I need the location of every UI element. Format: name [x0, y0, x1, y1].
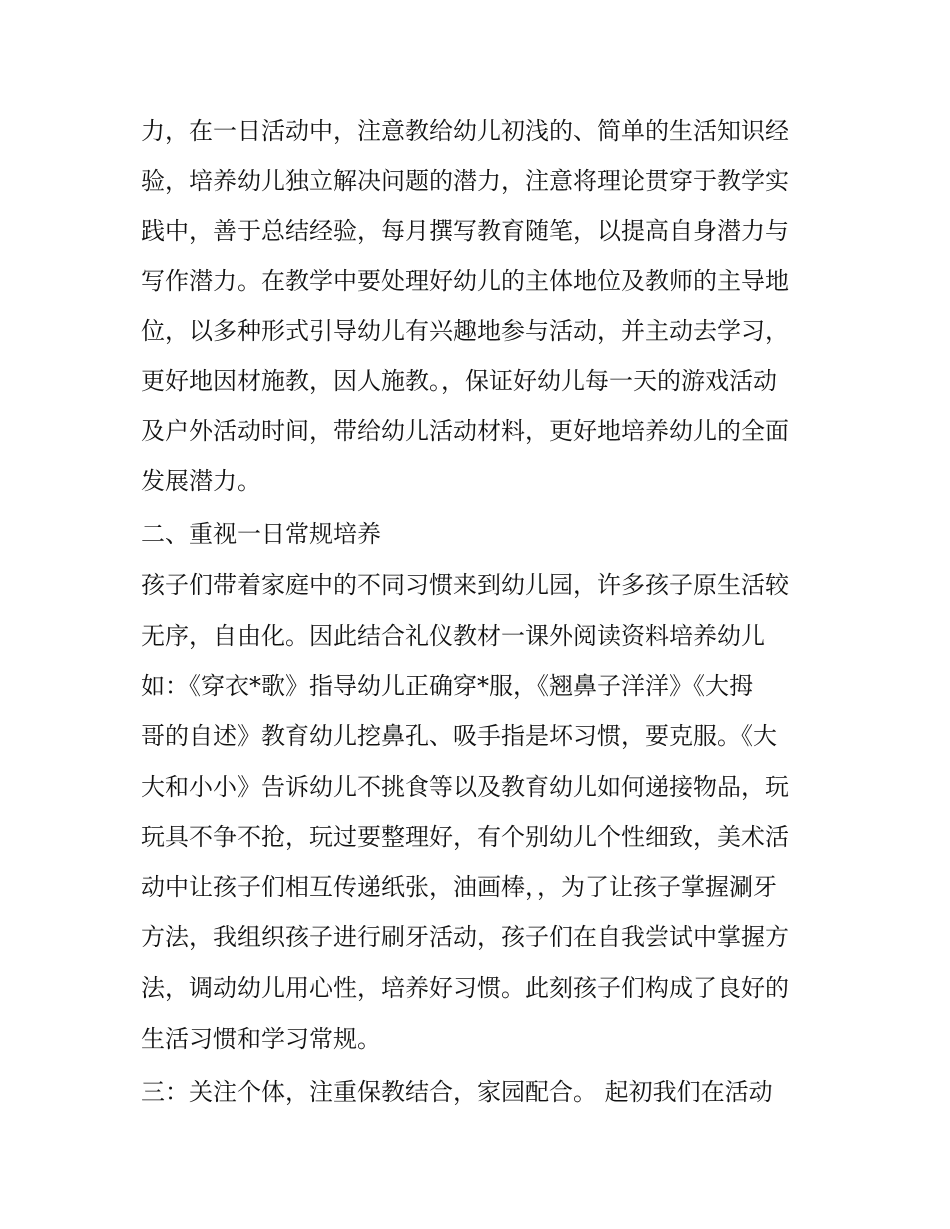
section-heading: 三：关注个体，注重保教结合，家园配合。 起初我们在活动	[141, 1078, 773, 1106]
paragraph-line: 动中让孩子们相互传递纸张，油画棒，，为了让孩子掌握涮牙	[141, 873, 777, 901]
paragraph-line: 生活习惯和学习常规。	[141, 1025, 381, 1053]
paragraph-line: 无序，自由化。因此结合礼仪教材一课外阅读资料培养幼儿	[141, 622, 765, 650]
paragraph-line: 及户外活动时间，带给幼儿活动材料，更好地培养幼儿的全面	[141, 417, 789, 445]
section-heading: 二、重视一日常规培养	[141, 520, 381, 548]
paragraph-line: 更好地因材施教，因人施教。，保证好幼儿每一天的游戏活动	[141, 367, 777, 395]
paragraph-line: 大和小小》告诉幼儿不挑食等以及教育幼儿如何递接物品，玩	[141, 773, 789, 801]
paragraph-line: 玩具不争不抢，玩过要整理好，有个别幼儿个性细致，美术活	[141, 823, 789, 851]
paragraph-line: 孩子们带着家庭中的不同习惯来到幼儿园，许多孩子原生活较	[141, 571, 789, 599]
paragraph-line: 发展潜力。	[141, 467, 261, 495]
paragraph-line: 方法，我组织孩子进行刷牙活动，孩子们在自我尝试中掌握方	[141, 923, 789, 951]
paragraph-line: 践中，善于总结经验，每月撰写教育随笔，以提高自身潜力与	[141, 217, 789, 245]
paragraph-line: 如：《穿衣*歌》指导幼儿正确穿*服，《翘鼻子洋洋》《大拇	[141, 672, 753, 700]
paragraph-line: 哥的自述》教育幼儿挖鼻孔、吸手指是坏习惯，要克服。《大	[141, 722, 777, 750]
paragraph-line: 力，在一日活动中，注意教给幼儿初浅的、简单的生活知识经	[141, 117, 789, 145]
paragraph-line: 验，培养幼儿独立解决问题的潜力，注意将理论贯穿于教学实	[141, 167, 789, 195]
paragraph-line: 写作潜力。在教学中要处理好幼儿的主体地位及教师的主导地	[141, 267, 789, 295]
paragraph-line: 法，调动幼儿用心性，培养好习惯。此刻孩子们构成了良好的	[141, 974, 789, 1002]
paragraph-line: 位，以多种形式引导幼儿有兴趣地参与活动，并主动去学习，	[141, 317, 789, 345]
